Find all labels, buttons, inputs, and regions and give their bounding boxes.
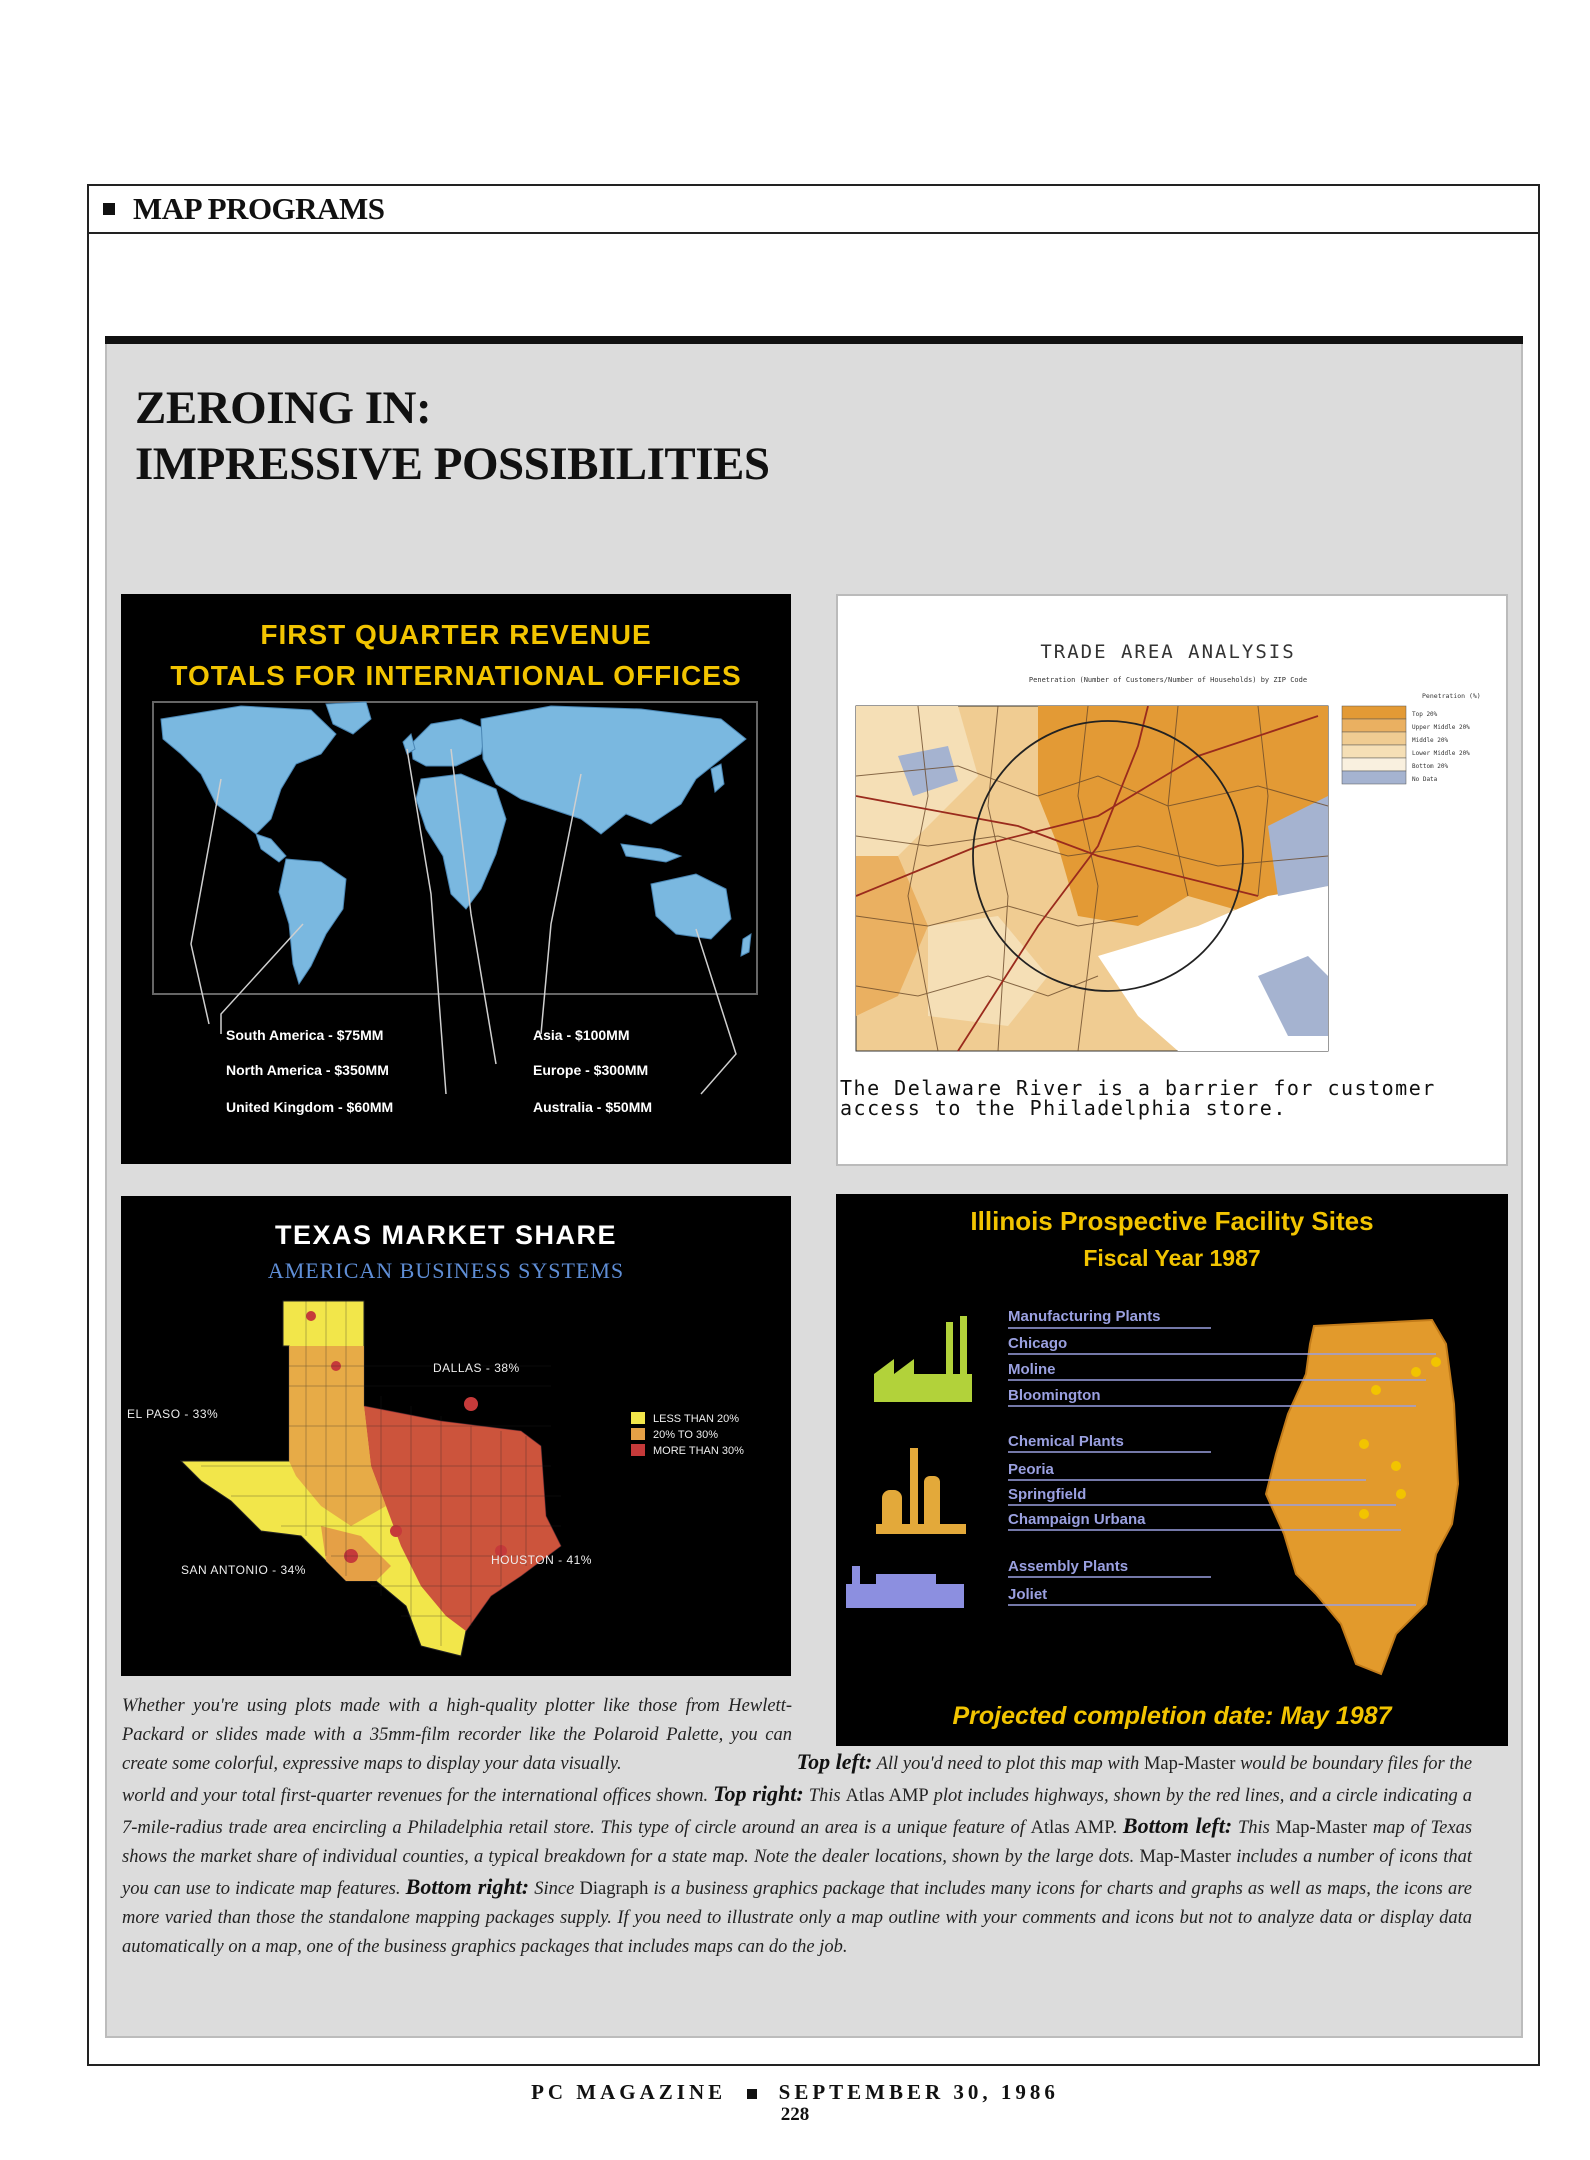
figure-texas-market	[121, 1196, 791, 1676]
bullet-square-icon	[103, 203, 115, 215]
footer-page-number: 228	[780, 2104, 810, 2125]
panel-top-rule	[105, 336, 1523, 344]
label-asia: Asia - $100MM	[533, 1027, 630, 1043]
texas-title: TEXAS MARKET SHARE	[274, 1220, 618, 1250]
caption-product-mapmaster: Map-Master	[1143, 1754, 1236, 1774]
caption-top-right-text-a: This	[808, 1786, 841, 1806]
city-san-antonio: SAN ANTONIO - 34%	[181, 1563, 306, 1577]
city-dallas: DALLAS - 38%	[433, 1361, 520, 1375]
texas-legend-label-2: MORE THAN 30%	[653, 1445, 744, 1457]
trade-legend-swatch-3	[1342, 745, 1406, 758]
caption-bottom-left-text-c: includes a number of icons that you can use to indicate map features.	[122, 1847, 1472, 1899]
caption-product-mapmaster-2: Map-Master	[1275, 1818, 1368, 1838]
trade-map	[856, 706, 1328, 1051]
trade-legend	[1342, 692, 1481, 784]
caption-intro: Whether you're using plots made with a high-quality plotter like those from Hewlett-Packard or slides made with a 35mm-film recorder like the Polaroid Palette, you can create some colorful, expressive maps to display your data visually.	[122, 1696, 792, 1774]
label-united-kingdom: United Kingdom - $60MM	[226, 1099, 394, 1115]
figure-illinois-sites	[836, 1194, 1508, 1746]
site-moline: Moline	[1008, 1361, 1056, 1378]
site-peoria: Peoria	[1008, 1461, 1054, 1478]
trade-note-wrapper	[840, 1078, 1500, 1158]
texas-legend-swatch-2	[631, 1444, 645, 1456]
texas-legend-label-1: 20% TO 30%	[653, 1429, 719, 1441]
headline-line-2: IMPRESSIVE POSSIBILITIES	[135, 438, 770, 490]
caption-product-mapmaster-3: Map-Master	[1139, 1847, 1231, 1867]
world-title-1: FIRST QUARTER REVENUE	[260, 619, 652, 650]
caption-bottom-right-text-a: Since	[534, 1879, 575, 1899]
footer-date: SEPTEMBER 30, 1986	[778, 2080, 1059, 2104]
label-australia: Australia - $50MM	[533, 1099, 653, 1115]
trade-legend-label-5: No Data	[1412, 776, 1438, 783]
caption-product-atlas-2: Atlas AMP.	[1030, 1818, 1118, 1838]
trade-legend-swatch-0	[1342, 706, 1406, 719]
group-header-manufacturing: Manufacturing Plants	[1008, 1308, 1161, 1325]
illinois-subtitle: Fiscal Year 1987	[1083, 1245, 1261, 1271]
caption-label-top-left: Top left:	[796, 1749, 873, 1774]
texas-legend-label-0: LESS THAN 20%	[653, 1413, 740, 1425]
trade-legend-swatch-4	[1342, 758, 1406, 771]
caption-label-top-right: Top right:	[713, 1781, 804, 1806]
caption-product-diagraph: Diagraph	[579, 1879, 649, 1899]
caption-product-atlas: Atlas AMP	[845, 1786, 929, 1806]
group-header-chemical: Chemical Plants	[1008, 1433, 1124, 1450]
section-header	[89, 186, 1538, 234]
caption-top-left-text-a: All you'd need to plot this map with	[876, 1754, 1140, 1774]
page-footer	[0, 2080, 1590, 2105]
caption-bottom-left-text-a: This	[1237, 1818, 1270, 1838]
site-champaign-urbana: Champaign Urbana	[1008, 1511, 1146, 1528]
site-joliet: Joliet	[1008, 1586, 1048, 1603]
trade-legend-title: Penetration (%)	[1422, 692, 1481, 700]
caption-label-bottom-right: Bottom right:	[405, 1874, 530, 1899]
caption-bottom-right-text-b: is a business graphics package that includes many icons for charts and graphs as well as maps, the icons are more varied than those the standalone mapping packages supply. If you need to illustrate only a map outline with your comments and icons but not to analyze data or display data automatically on a map, one of the business graphics packages that includes maps can do the job.	[122, 1879, 1472, 1957]
site-chicago: Chicago	[1008, 1335, 1068, 1352]
footer-magazine: PC MAGAZINE	[531, 2080, 727, 2104]
footer-separator-square-icon	[747, 2089, 757, 2099]
texas-legend-swatch-0	[631, 1412, 645, 1424]
headline-line-1: ZEROING IN:	[135, 382, 432, 434]
figure-trade-area	[836, 594, 1508, 1166]
trade-legend-swatch-1	[1342, 719, 1406, 732]
trade-note: The Delaware River is a barrier for customer access to the Philadelphia store.	[840, 1078, 1436, 1120]
city-el-paso: EL PASO - 33%	[127, 1407, 219, 1421]
figure-world-revenue	[121, 594, 791, 1164]
trade-subtitle: Penetration (Number of Customers/Number of Households) by ZIP Code	[1028, 676, 1308, 684]
trade-legend-swatch-2	[1342, 732, 1406, 745]
caption-bottom-left-text-b: map of Texas shows the market share of individual counties, a typical breakdown for a state map. Note the dealer locations, shown by the large dots.	[122, 1818, 1473, 1867]
trade-legend-swatch-5	[1342, 771, 1406, 784]
caption-label-bottom-left: Bottom left:	[1122, 1813, 1233, 1838]
group-header-assembly: Assembly Plants	[1008, 1558, 1129, 1575]
texas-subtitle: AMERICAN BUSINESS SYSTEMS	[267, 1258, 625, 1283]
section-label: MAP PROGRAMS	[133, 191, 385, 226]
city-houston: HOUSTON - 41%	[491, 1553, 592, 1567]
trade-legend-label-1: Upper Middle 20%	[1412, 724, 1470, 731]
label-europe: Europe - $300MM	[533, 1062, 649, 1078]
feature-headline	[135, 380, 770, 492]
caption-top-left-text-b: would be boundary files for the world and your total first-quarter revenues for the international offices shown.	[122, 1754, 1473, 1806]
caption-top-right-text-b: plot includes highways, shown by the red lines, and a circle indicating a 7-mile-radius trade area encircling a Philadelphia retail store. This type of circle around an area is a unique feature of	[122, 1786, 1472, 1838]
illinois-title: Illinois Prospective Facility Sites	[970, 1206, 1374, 1236]
trade-legend-label-3: Lower Middle 20%	[1412, 750, 1470, 757]
world-title-2: TOTALS FOR INTERNATIONAL OFFICES	[170, 660, 742, 691]
trade-legend-label-4: Bottom 20%	[1412, 763, 1449, 770]
site-bloomington: Bloomington	[1008, 1387, 1101, 1404]
illinois-footer: Projected completion date: May 1987	[952, 1702, 1392, 1730]
site-springfield: Springfield	[1008, 1486, 1087, 1503]
caption-intro-block	[122, 1692, 792, 1779]
trade-legend-label-0: Top 20%	[1412, 711, 1438, 718]
texas-legend-swatch-1	[631, 1428, 645, 1440]
trade-legend-label-2: Middle 20%	[1412, 737, 1449, 744]
figure-caption	[122, 1692, 1472, 1962]
trade-title: TRADE AREA ANALYSIS	[1040, 641, 1296, 663]
label-north-america: North America - $350MM	[226, 1062, 389, 1078]
label-south-america: South America - $75MM	[226, 1027, 384, 1043]
